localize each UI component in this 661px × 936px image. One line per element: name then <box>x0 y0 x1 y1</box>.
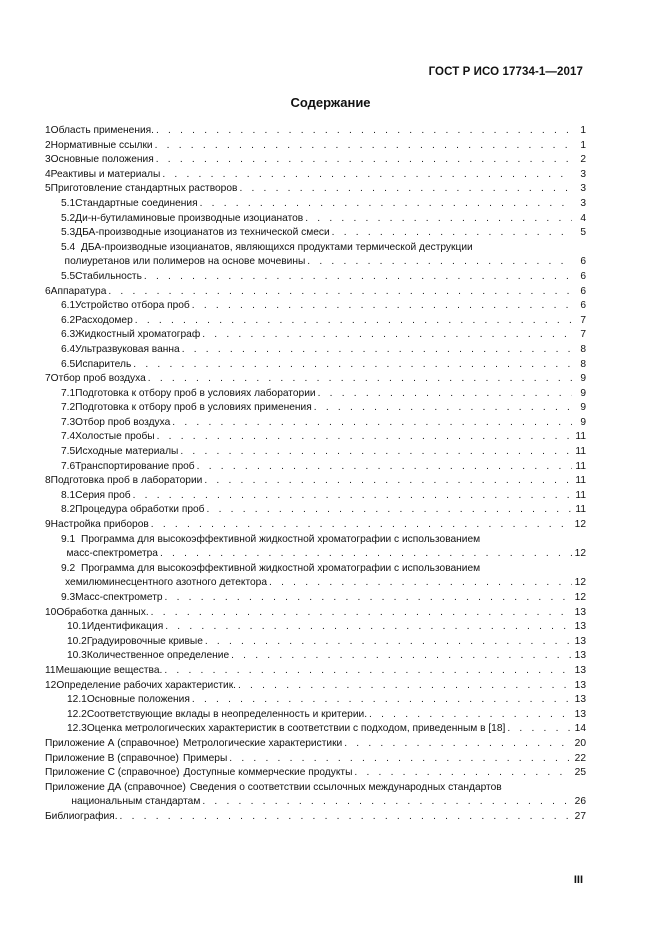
toc-entry-page: 1 <box>580 125 586 136</box>
toc-entry-title: Серия проб <box>75 489 131 501</box>
toc-entry-title-continued: масс-спектрометра <box>66 548 158 560</box>
toc-entry-page: 12 <box>574 577 586 589</box>
toc-entry-page: 13 <box>574 635 586 647</box>
toc-entry-number: 5.3 <box>61 227 76 239</box>
toc-entry[interactable] <box>45 139 586 154</box>
toc-entry-title: Жидкостный хроматограф <box>75 329 201 341</box>
toc-entry-title: Подготовка проб в лаборатории <box>50 475 203 487</box>
toc-entry-continuation[interactable] <box>45 547 586 562</box>
toc-leader-dots <box>120 810 572 825</box>
toc-entry[interactable] <box>45 810 586 825</box>
toc-entry-number: 6.5 <box>61 358 76 370</box>
toc-entry-number: 6.1 <box>61 300 76 312</box>
toc-leader-dots <box>172 416 572 431</box>
toc-entry-continuation[interactable] <box>45 255 586 270</box>
toc-entry-number: Приложение В (справочное) <box>45 752 179 764</box>
toc-leader-dots <box>314 401 572 416</box>
toc-leader-dots <box>197 460 572 475</box>
toc-leader-dots <box>507 722 572 737</box>
toc-entry-number: 5.1 <box>61 197 76 209</box>
toc-leader-dots <box>239 182 572 197</box>
toc-leader-dots <box>151 518 572 533</box>
toc-entry[interactable] <box>45 416 586 431</box>
toc-entry-title: Обработка данных. <box>56 606 149 618</box>
toc-entry-number: 9.3 <box>61 592 76 603</box>
toc-leader-dots <box>207 503 572 518</box>
toc-leader-dots <box>182 343 572 358</box>
toc-entry[interactable] <box>45 474 586 489</box>
toc-entry[interactable] <box>45 182 586 197</box>
toc-entry-title: Соответствующие вклады в неопределенность и критерии. <box>86 708 368 720</box>
toc-entry-page: 12 <box>574 548 586 560</box>
toc-leader-dots <box>318 387 572 402</box>
toc-entry-title: Приготовление стандартных растворов <box>50 183 238 195</box>
toc-entry-number: 8.2 <box>61 504 76 516</box>
toc-entry-title: Оценка метрологических характеристик в соответствии с подходом, приведенным в [18] <box>86 723 506 735</box>
toc-entry-title: Мешающие вещества. <box>55 664 163 676</box>
toc-leader-dots <box>160 547 572 562</box>
toc-leader-dots <box>108 285 572 300</box>
toc-entry-number: 5.2 <box>61 212 76 224</box>
toc-entry-title: Реактивы и материалы <box>50 168 161 180</box>
document-code-header: ГОСТ Р ИСО 17734-1—2017 <box>428 66 583 78</box>
toc-entry-page: 13 <box>574 606 586 618</box>
toc-entry-number: 7.4 <box>61 431 76 443</box>
toc-entry-number: 2 <box>45 139 51 151</box>
toc-entry[interactable] <box>45 752 586 767</box>
toc-entry[interactable] <box>45 387 586 402</box>
toc-entry-title: Стабильность <box>75 270 142 282</box>
toc-entry[interactable] <box>45 737 586 752</box>
toc-entry[interactable] <box>45 606 586 621</box>
toc-entry-page: 11 <box>575 446 586 458</box>
toc-entry[interactable] <box>45 591 586 606</box>
toc-leader-dots <box>192 299 572 314</box>
toc-entry-page: 6 <box>580 300 586 312</box>
toc-entry-number: 9.1 <box>61 533 76 545</box>
toc-entry[interactable] <box>45 562 586 577</box>
toc-entry-number: 11 <box>45 664 56 676</box>
toc-entry-title: Программа для высокоэффективной жидкостной хроматографии с использованием <box>81 533 481 545</box>
toc-entry-title: Основные положения <box>50 154 154 166</box>
toc-entry[interactable] <box>45 460 586 475</box>
toc-entry-title-continued: национальным стандартам <box>71 796 201 808</box>
toc-leader-dots <box>369 708 572 723</box>
toc-leader-dots <box>165 591 572 606</box>
toc-entry-title: Подготовка к отбору проб в условиях применения <box>75 402 312 414</box>
toc-entry-title: Область применения. <box>50 125 154 136</box>
toc-entry-number: 8.1 <box>61 489 76 501</box>
toc-entry-title: Подготовка к отбору проб в условиях лаборатории <box>75 387 316 399</box>
toc-entry-page: 12 <box>574 592 586 603</box>
toc-entry-page: 13 <box>574 708 586 720</box>
toc-entry-number: 6.2 <box>61 314 76 326</box>
toc-entry-number: 12.1 <box>67 694 87 706</box>
toc-leader-dots <box>231 649 572 664</box>
toc-entry-page: 6 <box>580 256 586 268</box>
toc-entry-title: Отбор проб воздуха <box>50 373 146 385</box>
toc-leader-dots <box>133 489 572 504</box>
toc-entry-page: 2 <box>580 154 586 166</box>
toc-entry-page: 3 <box>580 183 586 195</box>
toc-leader-dots <box>155 139 572 154</box>
toc-entry-title: Стандартные соединения <box>75 197 198 209</box>
toc-entry-page: 3 <box>580 197 586 209</box>
toc-leader-dots <box>200 197 572 212</box>
toc-entry-number: Приложение ДА (справочное) <box>45 781 186 793</box>
toc-entry-number: 10.2 <box>67 635 87 647</box>
toc-entry-page: 13 <box>574 621 586 633</box>
toc-entry-number: 1 <box>45 125 51 136</box>
toc-entry[interactable] <box>45 197 586 212</box>
toc-entry-number: 3 <box>45 154 51 166</box>
toc-leader-dots <box>148 372 572 387</box>
toc-entry-number: 9.2 <box>61 562 76 574</box>
toc-entry-continuation[interactable] <box>45 795 586 810</box>
toc-leader-dots <box>229 752 572 767</box>
toc-entry-number: 10.3 <box>67 650 87 662</box>
toc-entry-number: 8 <box>45 475 51 487</box>
toc-leader-dots <box>157 430 572 445</box>
toc-leader-dots <box>164 664 572 679</box>
toc-entry[interactable] <box>45 124 586 139</box>
toc-entry[interactable] <box>45 343 586 358</box>
toc-entry[interactable] <box>45 781 586 796</box>
toc-leader-dots <box>151 606 572 621</box>
toc-entry-page: 5 <box>580 227 586 239</box>
toc-entry-title: Примеры <box>182 752 228 764</box>
toc-entry-page: 13 <box>574 694 586 706</box>
toc-entry-title: Аппаратура <box>50 285 107 297</box>
toc-entry-number: 6.4 <box>61 343 76 355</box>
toc-leader-dots <box>180 445 572 460</box>
page-title: Содержание <box>290 95 371 110</box>
page-number: III <box>573 874 583 886</box>
toc-entry[interactable] <box>45 153 586 168</box>
toc-entry-page: 22 <box>574 752 586 764</box>
toc-leader-dots <box>202 328 572 343</box>
toc-entry-page: 26 <box>574 796 586 808</box>
toc-leader-dots <box>354 766 572 781</box>
toc-entry[interactable] <box>45 372 586 387</box>
toc-entry-number: 7.5 <box>61 446 76 458</box>
toc-entry-title: Идентификация <box>86 621 164 633</box>
toc-entry[interactable] <box>45 693 586 708</box>
toc-entry-page: 25 <box>574 767 586 779</box>
toc-leader-dots <box>133 358 572 373</box>
toc-entry-title: Испаритель <box>75 358 132 370</box>
toc-entry[interactable] <box>45 445 586 460</box>
toc-entry[interactable] <box>45 518 586 533</box>
toc-leader-dots <box>332 226 572 241</box>
toc-entry-page: 3 <box>580 168 586 180</box>
toc-entry[interactable] <box>45 708 586 723</box>
toc-entry-page: 9 <box>580 387 586 399</box>
toc-leader-dots <box>165 620 572 635</box>
toc-entry-title: Устройство отбора проб <box>75 300 190 312</box>
toc-entry-title: Процедура обработки проб <box>75 504 205 516</box>
toc-entry-page: 13 <box>574 679 586 691</box>
toc-entry[interactable] <box>45 766 586 781</box>
toc-entry-page: 1 <box>580 139 586 151</box>
toc-entry-page: 4 <box>580 212 586 224</box>
toc-entry-title: Транспортирование проб <box>75 460 195 472</box>
toc-entry[interactable] <box>45 679 586 694</box>
toc-entry-title: Количественное определение <box>86 650 230 662</box>
toc-entry-number: 5.4 <box>61 241 76 253</box>
toc-leader-dots <box>307 255 572 270</box>
toc-entry-page: 11 <box>575 460 586 472</box>
toc-entry[interactable] <box>45 533 586 548</box>
toc-entry-number: 10 <box>45 606 57 618</box>
toc-entry-title: Градуировочные кривые <box>86 635 203 647</box>
toc-entry-page: 6 <box>580 270 586 282</box>
toc-entry[interactable] <box>45 241 586 256</box>
toc-entry[interactable] <box>45 649 586 664</box>
toc-entry-title: Ди-н-бутиламиновые производные изоцианатов <box>75 212 304 224</box>
toc-entry[interactable] <box>45 270 586 285</box>
toc-entry-title: Метрологические характеристики <box>182 737 343 749</box>
toc-entry-number: 7.1 <box>61 387 76 399</box>
toc-leader-dots <box>204 474 572 489</box>
toc-entry-number: 5 <box>45 183 51 195</box>
toc-leader-dots <box>305 212 572 227</box>
toc-entry-title: Холостые пробы <box>75 431 155 443</box>
toc-leader-dots <box>156 153 572 168</box>
toc-entry-number: 6.3 <box>61 329 76 341</box>
toc-entry-number: 7.3 <box>61 416 76 428</box>
toc-leader-dots <box>156 124 572 139</box>
toc-entry-page: 11 <box>575 475 586 487</box>
toc-leader-dots <box>192 693 572 708</box>
toc-entry-title: Исходные материалы <box>75 446 179 458</box>
toc-entry-page: 7 <box>580 329 586 341</box>
toc-entry-page: 9 <box>580 402 586 414</box>
toc-entry-number: 12.3 <box>67 723 87 735</box>
toc-entry-title: Доступные коммерческие продукты <box>183 767 353 779</box>
toc-entry-number: 6 <box>45 285 51 297</box>
toc-leader-dots <box>269 576 572 591</box>
toc-entry-title: Программа для высокоэффективной жидкостной хроматографии с использованием <box>81 562 481 574</box>
toc-entry-page: 14 <box>574 723 586 735</box>
toc-entry-page: 20 <box>574 737 586 749</box>
toc-entry-page: 27 <box>574 810 586 822</box>
toc-entry[interactable] <box>45 430 586 445</box>
toc-entry-title: Библиография. <box>45 810 118 822</box>
toc-entry-title: Расходомер <box>75 314 133 326</box>
toc-leader-dots <box>162 168 572 183</box>
toc-entry[interactable] <box>45 328 586 343</box>
toc-entry-title: Настройка приборов <box>50 519 149 531</box>
toc-entry-title: Сведения о соответствии ссылочных международных стандартов <box>189 781 502 793</box>
toc-entry-page: 11 <box>575 489 586 501</box>
toc-entry-page: 13 <box>574 650 586 662</box>
toc-entry[interactable] <box>45 299 586 314</box>
toc-entry-title: Определение рабочих характеристик. <box>56 679 236 691</box>
toc-entry-number: 12.2 <box>67 708 87 720</box>
toc-entry-page: 11 <box>575 431 586 443</box>
toc-entry[interactable] <box>45 401 586 416</box>
toc-leader-dots <box>205 635 572 650</box>
toc-entry[interactable] <box>45 722 586 737</box>
toc-entry-title: Нормативные ссылки <box>50 139 153 151</box>
toc-entry-continuation[interactable] <box>45 576 586 591</box>
toc-entry[interactable] <box>45 358 586 373</box>
toc-entry[interactable] <box>45 664 586 679</box>
toc-entry-title: Ультразвуковая ванна <box>75 343 180 355</box>
toc-entry-number: Приложение С (справочное) <box>45 767 180 779</box>
toc-entry-page: 9 <box>580 373 586 385</box>
toc-leader-dots <box>144 270 572 285</box>
toc-leader-dots <box>344 737 572 752</box>
toc-entry[interactable] <box>45 314 586 329</box>
toc-entry[interactable] <box>45 635 586 650</box>
toc-entry-number: 7.6 <box>61 460 76 472</box>
toc-entry-number: Приложение А (справочное) <box>45 737 179 749</box>
toc-entry-page: 8 <box>580 358 586 370</box>
toc-entry-title-continued: хемилюминесцентного азотного детектора <box>65 577 268 589</box>
toc-entry-number: 5.5 <box>61 270 76 282</box>
toc-leader-dots <box>135 314 572 329</box>
toc-leader-dots <box>202 795 572 810</box>
toc-entry-number: 4 <box>45 168 51 180</box>
toc-entry-page: 7 <box>580 314 586 326</box>
toc-entry-page: 12 <box>574 519 586 531</box>
toc-entry-number: 12 <box>45 679 57 691</box>
toc-entry-title: Отбор проб воздуха <box>75 416 171 428</box>
toc-entry[interactable] <box>45 489 586 504</box>
toc-entry[interactable] <box>45 620 586 635</box>
toc-entry[interactable] <box>45 168 586 183</box>
toc-entry[interactable] <box>45 212 586 227</box>
toc-entry-title-continued: полиуретанов или полимеров на основе мочевины <box>64 256 306 268</box>
toc-entry-title: ДБА-производные изоцианатов, являющихся продуктами термической деструкции <box>81 241 473 253</box>
toc-entry-page: 11 <box>575 504 586 516</box>
toc-entry[interactable] <box>45 503 586 518</box>
toc-entry-page: 9 <box>580 416 586 428</box>
toc-entry-title: Основные положения <box>86 694 190 706</box>
toc-entry-number: 7 <box>45 373 51 385</box>
toc-entry-number: 7.2 <box>61 402 76 414</box>
toc-entry[interactable] <box>45 226 586 241</box>
table-of-contents <box>45 124 586 825</box>
toc-entry-page: 6 <box>580 285 586 297</box>
toc-leader-dots <box>238 679 572 694</box>
toc-entry-title: ДБА-производные изоцианатов из технической смеси <box>75 227 330 239</box>
toc-entry-title: Масс-спектрометр <box>75 592 163 603</box>
toc-entry-page: 8 <box>580 343 586 355</box>
toc-entry[interactable] <box>45 285 586 300</box>
toc-entry-number: 10.1 <box>67 621 87 633</box>
toc-entry-page: 13 <box>574 664 586 676</box>
toc-entry-number: 9 <box>45 519 51 531</box>
